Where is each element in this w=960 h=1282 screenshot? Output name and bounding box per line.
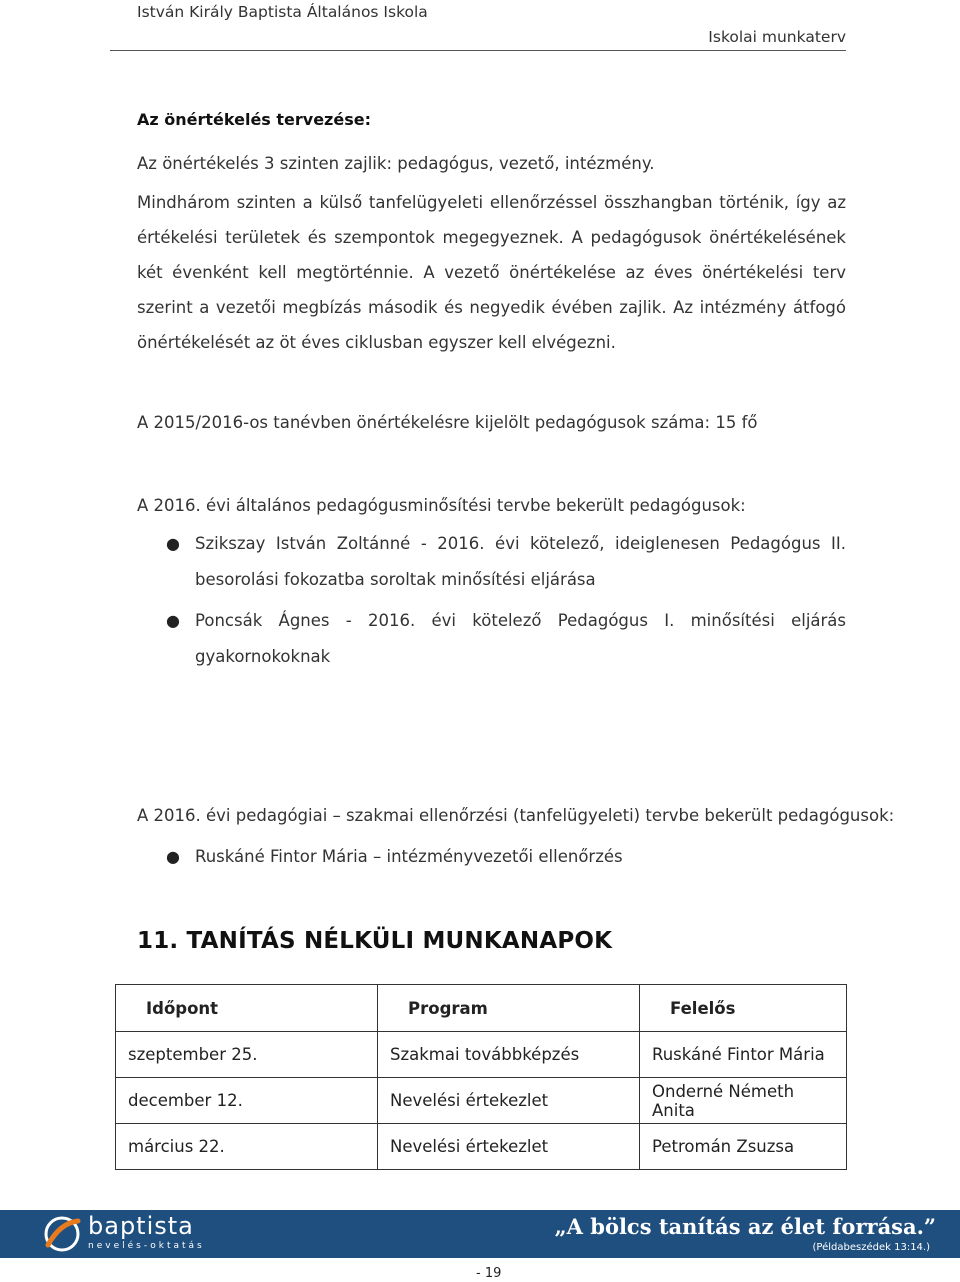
- qualification-intro: A 2016. évi általános pedagógusminősítési tervbe bekerült pedagógusok:: [137, 496, 746, 515]
- cell-responsible: Petromán Zsuzsa: [640, 1124, 847, 1170]
- column-header-date: Időpont: [116, 985, 378, 1032]
- self-eval-intro: Az önértékelés 3 szinten zajlik: pedagógus, vezető, intézmény.: [137, 154, 655, 173]
- self-eval-heading: Az önértékelés tervezése:: [137, 110, 371, 129]
- footer-motto: „A bölcs tanítás az élet forrása.”: [554, 1214, 936, 1239]
- page-number: - 19: [476, 1266, 502, 1281]
- inspection-item: Ruskáné Fintor Mária – intézményvezetői ellenőrzés: [195, 847, 623, 866]
- cell-program: Nevelési értekezlet: [378, 1124, 640, 1170]
- cell-date: december 12.: [116, 1078, 378, 1124]
- header-doc-title: Iskolai munkaterv: [708, 28, 846, 46]
- table-header-row: [116, 985, 847, 1032]
- inspection-intro: A 2016. évi pedagógiai – szakmai ellenőrzési (tanfelügyeleti) tervbe bekerült pedagógusok:: [137, 806, 895, 825]
- table-row: [116, 1124, 847, 1170]
- section-11-title: 11. TANÍTÁS NÉLKÜLI MUNKANAPOK: [137, 928, 613, 954]
- self-eval-count: A 2015/2016-os tanévben önértékelésre kijelölt pedagógusok száma: 15 fő: [137, 413, 758, 432]
- logo-subtitle: nevelés-oktatás: [88, 1241, 205, 1251]
- bullet-icon: ●: [166, 611, 180, 630]
- header-divider: [110, 50, 846, 51]
- cell-program: Nevelési értekezlet: [378, 1078, 640, 1124]
- bullet-icon: ●: [166, 847, 180, 866]
- table-row: [116, 1032, 847, 1078]
- column-header-responsible: Felelős: [640, 985, 847, 1032]
- cell-responsible: Ruskáné Fintor Mária: [640, 1032, 847, 1078]
- workdays-table: [115, 984, 847, 1170]
- footer-motto-reference: (Példabeszédek 13:14.): [812, 1242, 930, 1253]
- column-header-program: Program: [378, 985, 640, 1032]
- table-row: [116, 1078, 847, 1124]
- bullet-icon: ●: [166, 534, 180, 553]
- baptista-logo-icon: [42, 1215, 82, 1253]
- qualification-item: Szikszay István Zoltánné - 2016. évi kötelező, ideiglenesen Pedagógus II. besorolási fokozatba soroltak minősítési eljárása: [195, 534, 846, 589]
- cell-date: szeptember 25.: [116, 1032, 378, 1078]
- self-eval-body: Mindhárom szinten a külső tanfelügyeleti ellenőrzéssel összhangban történik, így az értékelési területek és szempontok megegyeznek. A pedagógusok önértékelésének két évenként kell megtörténnie. A vezető önértékelése az éves önértékelési terv szerint a vezetői megbízás második és negyedik évében zajlik. Az intézmény átfogó önértékelését az öt éves ciklusban egyszer kell elvégezni.: [137, 193, 846, 352]
- cell-date: március 22.: [116, 1124, 378, 1170]
- qualification-item: Poncsák Ágnes - 2016. évi kötelező Pedagógus I. minősítési eljárás gyakornokoknak: [195, 611, 846, 666]
- header-school: István Király Baptista Általános Iskola: [137, 3, 428, 21]
- cell-program: Szakmai továbbképzés: [378, 1032, 640, 1078]
- cell-responsible: Onderné Németh Anita: [640, 1078, 847, 1124]
- logo-wordmark: baptista: [88, 1212, 194, 1240]
- footer-banner: [0, 1210, 960, 1258]
